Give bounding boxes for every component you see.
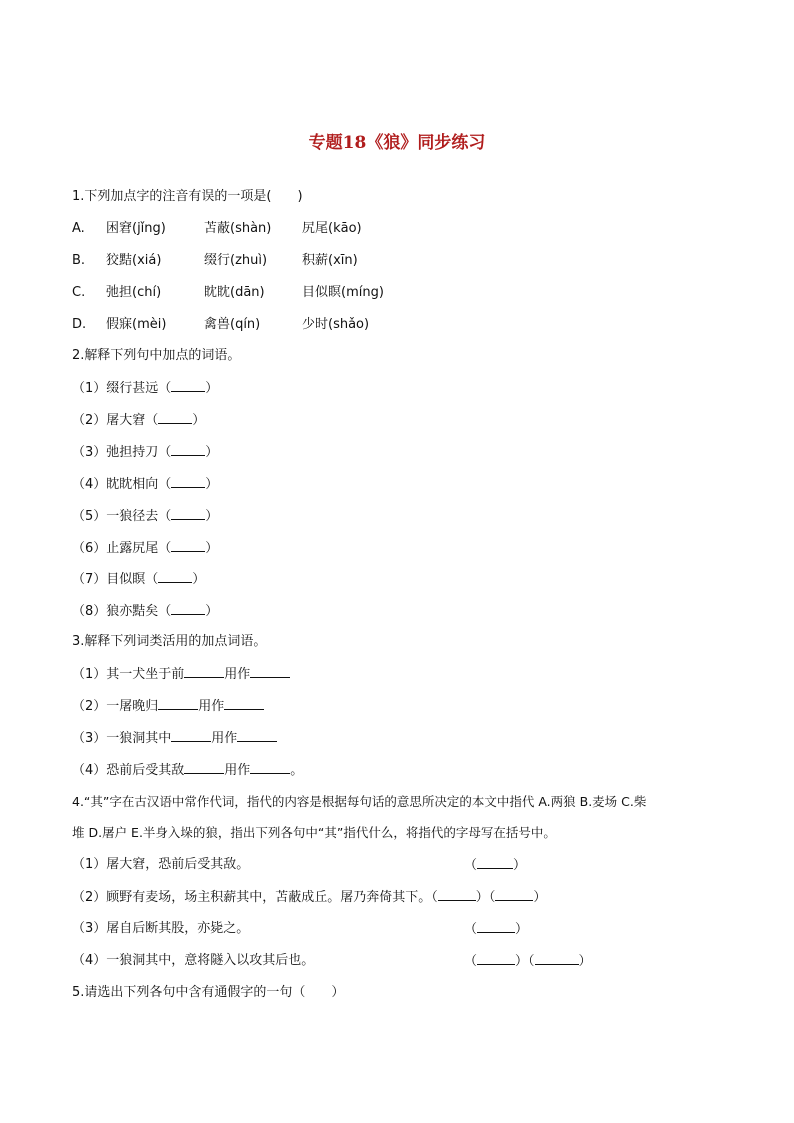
q3-stem: 3.解释下列词类活用的加点词语。 [72, 634, 267, 649]
answer-blank[interactable] [438, 888, 476, 901]
q4-item [72, 920, 722, 938]
close-paren: ） [205, 604, 219, 619]
open-paren: （ [464, 858, 478, 873]
page-title: 专题18《狼》同步练习 [308, 133, 486, 153]
used-as-label: 用作 [211, 731, 238, 746]
q2-item-text: （3）弛担持刀（ [72, 445, 172, 460]
answer-blank[interactable] [250, 761, 290, 774]
answer-blank[interactable] [158, 411, 192, 424]
answer-blank[interactable] [171, 507, 205, 520]
q2-item [72, 539, 218, 558]
q1-stem: 1.下列加点字的注音有误的一项是( ) [72, 189, 303, 204]
q4-stem-line2: 堆 D.屠户 E.半身入垛的狼，指出下列各句中“其”指代什么，将指代的字母写在括号中。 [72, 825, 556, 840]
open-paren: （ [528, 954, 535, 969]
answer-paren [464, 920, 528, 939]
q4-item [72, 856, 722, 874]
close-paren: ） [192, 413, 206, 428]
q2-item-text: （8）狼亦黠矣（ [72, 604, 172, 619]
q1-option-item: 尻尾(kāo) [302, 221, 362, 236]
answer-blank[interactable] [171, 475, 205, 488]
answer-paren [464, 856, 526, 875]
q1-option-label: D. [72, 317, 87, 332]
answer-blank[interactable] [184, 665, 224, 678]
q2-item-text: （2）屠大窘（ [72, 413, 159, 428]
q1-option-item: 狡黠(xiá) [106, 253, 162, 268]
close-paren: ） [533, 890, 547, 905]
close-paren: ） [515, 954, 529, 969]
answer-blank[interactable] [495, 888, 533, 901]
answer-blank[interactable] [237, 729, 277, 742]
q1-option-item: 假寐(mèi) [106, 317, 167, 332]
q4-item [72, 888, 722, 907]
answer-blank[interactable] [477, 920, 515, 933]
q1-option-d [72, 316, 369, 334]
q1-option-item: 少时(shǎo) [302, 317, 370, 332]
open-paren: （ [431, 890, 438, 905]
close-paren: ） [192, 572, 206, 587]
close-paren: ） [205, 509, 219, 524]
q1-option-b [72, 252, 358, 270]
q4-item-text: （2）顾野有麦场，场主积薪其中，苫蔽成丘。屠乃奔倚其下。 [72, 890, 432, 905]
answer-blank[interactable] [477, 856, 513, 869]
answer-blank[interactable] [158, 570, 192, 583]
q4-item-text: （3）屠自后断其股，亦毙之。 [72, 921, 250, 936]
close-paren: ） [205, 445, 219, 460]
q3-item-text: （4）恐前后受其敌 [72, 763, 185, 778]
answer-blank[interactable] [171, 602, 205, 615]
q1-option-label: C. [72, 285, 86, 300]
close-paren: ） [513, 858, 527, 873]
close-paren: ） [578, 954, 592, 969]
close-paren: ） [205, 381, 219, 396]
open-paren: （ [464, 922, 478, 937]
q3-item [72, 729, 277, 748]
q1-option-item: 缀行(zhuì) [204, 253, 268, 268]
q5-stem: 5.请选出下列各句中含有通假字的一句（ ） [72, 985, 345, 1000]
q2-stem: 2.解释下列句中加点的词语。 [72, 348, 241, 363]
q1-option-item: 目似瞑(míng) [302, 285, 384, 300]
answer-blank[interactable] [250, 665, 290, 678]
q1-option-item: 苫蔽(shàn) [204, 221, 272, 236]
used-as-label: 用作 [198, 699, 225, 714]
answer-blank[interactable] [171, 379, 205, 392]
q4-item-text: （1）屠大窘，恐前后受其敌。 [72, 857, 250, 872]
q2-item [72, 379, 218, 398]
answer-blank[interactable] [184, 761, 224, 774]
q2-item [72, 411, 205, 430]
used-as-label: 用作 [224, 763, 251, 778]
q2-item [72, 570, 205, 589]
end-mark: 。 [290, 763, 304, 778]
q2-item [72, 507, 218, 526]
q3-item [72, 665, 290, 684]
answer-blank[interactable] [171, 729, 211, 742]
q3-item [72, 761, 303, 780]
q1-option-item: 眈眈(dān) [204, 285, 265, 300]
q3-item-text: （2）一屠晚归 [72, 699, 159, 714]
used-as-label: 用作 [224, 667, 251, 682]
answer-blank[interactable] [477, 952, 515, 965]
close-paren: ） [205, 541, 219, 556]
open-paren: （ [488, 890, 496, 905]
q2-item [72, 443, 218, 462]
answer-blank[interactable] [171, 443, 205, 456]
q2-item-text: （7）目似瞑（ [72, 572, 159, 587]
q4-stem-line1: 4.“其”字在古汉语中常作代词，指代的内容是根据每句话的意思所决定的本文中指代 A.两狼 B.麦场 C.柴 [72, 794, 647, 809]
q3-item [72, 697, 264, 716]
q1-option-label: B. [72, 253, 86, 268]
answer-blank[interactable] [535, 952, 579, 965]
q2-item-text: （4）眈眈相向（ [72, 477, 172, 492]
q1-option-item: 弛担(chí) [106, 285, 162, 300]
q2-item-text: （5）一狼径去（ [72, 509, 172, 524]
q1-option-item: 禽兽(qín) [204, 317, 261, 332]
q1-option-label: A. [72, 221, 85, 236]
close-paren: ） [205, 477, 219, 492]
q2-item [72, 602, 218, 621]
q3-item-text: （1）其一犬坐于前 [72, 667, 185, 682]
open-paren: （ [464, 954, 478, 969]
answer-blank[interactable] [158, 697, 198, 710]
answer-blank[interactable] [171, 539, 205, 552]
q1-option-c [72, 284, 384, 302]
q3-item-text: （3）一狼洞其中 [72, 731, 172, 746]
q2-item-text: （1）缀行甚远（ [72, 381, 172, 396]
answer-paren [464, 952, 592, 971]
close-paren: ） [475, 890, 489, 905]
close-paren: ） [515, 922, 529, 937]
q4-item [72, 952, 722, 970]
q2-item-text: （6）止露尻尾（ [72, 541, 172, 556]
q1-option-item: 困窘(jǐng) [106, 221, 166, 236]
answer-blank[interactable] [224, 697, 264, 710]
q2-item [72, 475, 218, 494]
q4-item-text: （4）一狼洞其中，意将隧入以攻其后也。 [72, 953, 315, 968]
q1-option-item: 积薪(xīn) [302, 253, 358, 268]
q1-option-a [72, 220, 362, 238]
